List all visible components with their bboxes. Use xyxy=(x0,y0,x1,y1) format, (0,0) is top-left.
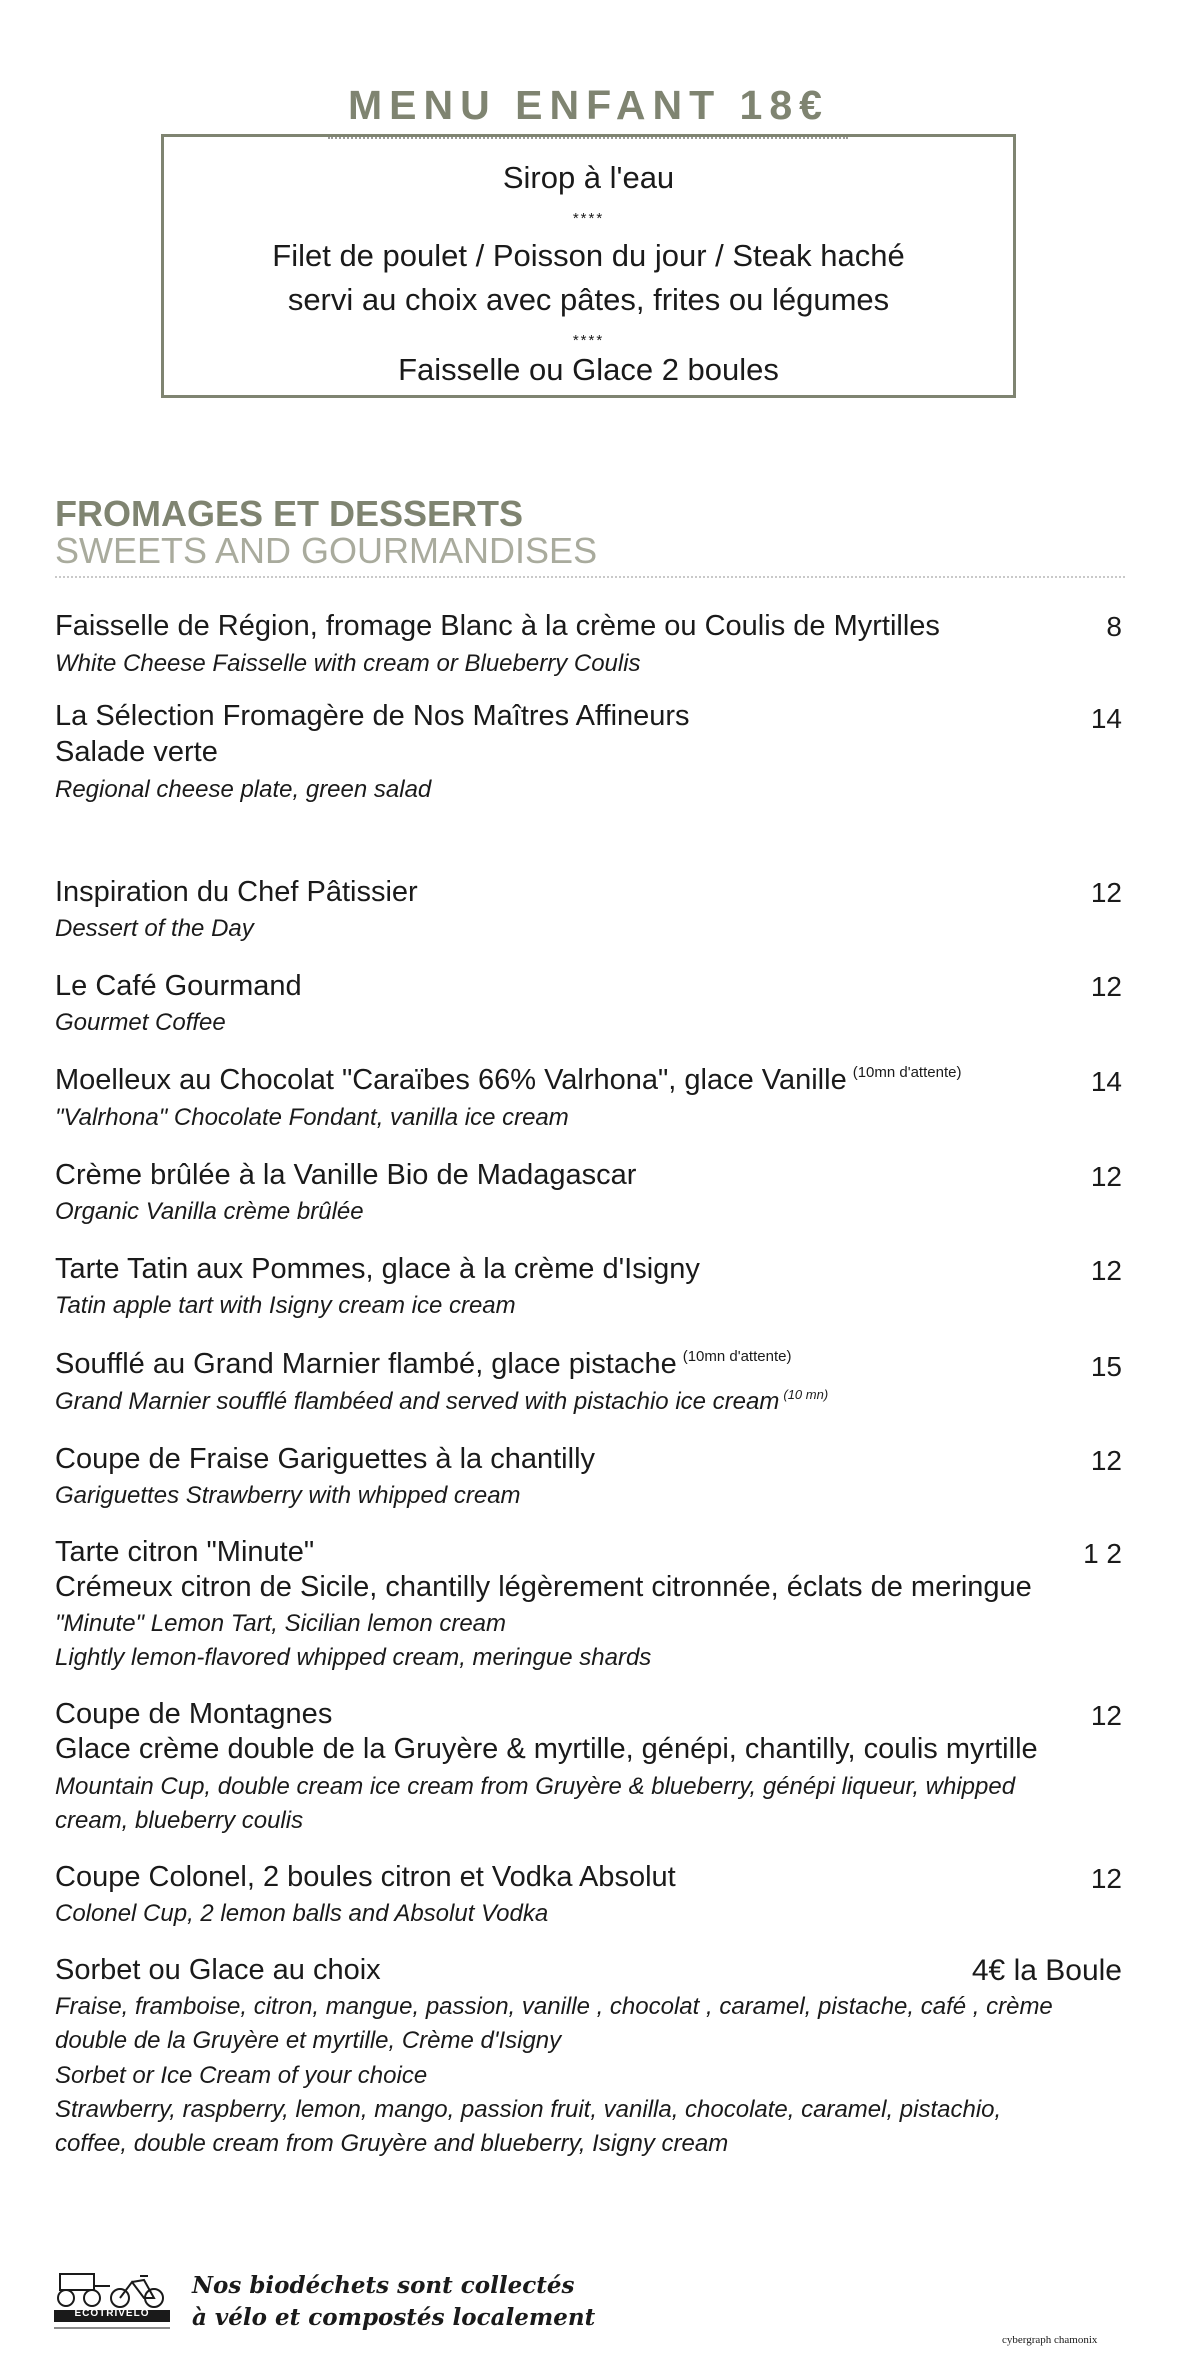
menu-item-price: 8 xyxy=(1106,611,1122,642)
menu-item-description: "Valrhona" Chocolate Fondant, vanilla ice cream xyxy=(55,1104,569,1131)
menu-item-name: Soufflé au Grand Marnier flambé, glace pistache $^{(10mn d'attente)}$ xyxy=(55,1348,792,1380)
bicycle-cart-icon xyxy=(52,2268,172,2334)
kids-menu-separator: **** xyxy=(572,332,605,349)
menu-item-note: (10mn d'attente) xyxy=(682,1348,792,1365)
menu-item-description: Gariguettes Strawberry with whipped cream xyxy=(55,1482,521,1509)
menu-item-description: "Minute" Lemon Tart, Sicilian lemon cream xyxy=(55,1610,507,1637)
menu-item-name: La Sélection Fromagère de Nos Maîtres Affineurs xyxy=(55,700,690,732)
menu-item-name-line2: Crémeux citron de Sicile, chantilly légèrement citronnée, éclats de meringue xyxy=(55,1571,1032,1603)
kids-menu-drink: Sirop à l'eau xyxy=(502,160,675,195)
menu-item-description: Mountain Cup, double cream ice cream from Gruyère & blueberry, génépi liqueur, whipped xyxy=(55,1773,1016,1800)
menu-item-description: Colonel Cup, 2 lemon balls and Absolut Vodka xyxy=(55,1900,549,1927)
menu-item-price: 12 xyxy=(1090,1700,1122,1731)
footer-eco-line2: à vélo et compostés localement xyxy=(192,2304,596,2331)
menu-item-name: Coupe de Fraise Gariguettes à la chantilly xyxy=(55,1443,596,1475)
menu-item-description: double de la Gruyère et myrtille, Crème d'Isigny xyxy=(55,2027,562,2054)
kids-menu-dessert: Faisselle ou Glace 2 boules xyxy=(398,352,779,387)
menu-item-price: 15 xyxy=(1090,1351,1122,1382)
menu-item-description: Organic Vanilla crème brûlée xyxy=(55,1198,364,1225)
menu-item-name: Faisselle de Région, fromage Blanc à la crème ou Coulis de Myrtilles xyxy=(55,610,940,642)
menu-item-name: Coupe Colonel, 2 boules citron et Vodka Absolut xyxy=(55,1861,676,1893)
menu-item-name: Crème brûlée à la Vanille Bio de Madagascar xyxy=(55,1159,637,1191)
menu-item-name: Tarte Tatin aux Pommes, glace à la crème d'Isigny xyxy=(55,1253,700,1285)
menu-item-description: coffee, double cream from Gruyère and blueberry, Isigny cream xyxy=(55,2130,729,2157)
menu-item-price: 1 2 xyxy=(1083,1538,1122,1569)
menu-item-description: Tatin apple tart with Isigny cream ice cream xyxy=(55,1292,516,1319)
menu-item-name: Le Café Gourmand xyxy=(55,970,302,1002)
menu-item-name: Inspiration du Chef Pâtissier xyxy=(55,876,418,908)
menu-item-name-line2: Glace crème double de la Gruyère & myrtille, génépi, chantilly, coulis myrtille xyxy=(55,1733,1038,1765)
footer-eco-line1: Nos biodéchets sont collectés xyxy=(192,2272,575,2299)
menu-item-description: Gourmet Coffee xyxy=(55,1009,226,1036)
menu-item-description: Strawberry, raspberry, lemon, mango, passion fruit, vanilla, chocolate, caramel, pistachio, xyxy=(55,2096,1002,2123)
menu-item-price: 12 xyxy=(1090,1863,1122,1894)
menu-item-description: Fraise, framboise, citron, mangue, passion, vanille , chocolat , caramel, pistache, café , crème xyxy=(55,1993,1053,2020)
section-divider xyxy=(55,576,1125,578)
kids-menu-title: MENU ENFANT 18€ xyxy=(0,82,1177,129)
kids-menu-main: Filet de poulet / Poisson du jour / Steak haché xyxy=(272,238,905,273)
menu-item-price: 12 xyxy=(1090,971,1122,1002)
section-title: FROMAGES ET DESSERTS xyxy=(55,493,524,534)
menu-item-price: 14 xyxy=(1090,1066,1122,1097)
menu-item-name: Coupe de Montagnes xyxy=(55,1698,333,1730)
menu-item-description: Lightly lemon-flavored whipped cream, meringue shards xyxy=(55,1644,652,1671)
menu-item-note: (10 mn) xyxy=(783,1387,829,1402)
menu-item-price: 4€ la Boule xyxy=(971,1954,1122,1987)
footer-credit: cybergraph chamonix xyxy=(1002,2334,1098,2346)
ecotrivelo-logo xyxy=(52,2268,172,2334)
menu-item-description: White Cheese Faisselle with cream or Blueberry Coulis xyxy=(55,650,641,677)
menu-item-price: 12 xyxy=(1090,1161,1122,1192)
menu-item-name: Tarte citron "Minute" xyxy=(55,1536,315,1568)
kids-menu-title-underline xyxy=(328,137,848,139)
kids-menu-sides: servi au choix avec pâtes, frites ou légumes xyxy=(287,282,890,317)
section-subtitle: SWEETS AND GOURMANDISES xyxy=(55,530,598,571)
menu-item-price: 14 xyxy=(1090,703,1122,734)
menu-item-price: 12 xyxy=(1090,877,1122,908)
menu-item-description: cream, blueberry coulis xyxy=(55,1807,304,1834)
menu-item-description: Sorbet or Ice Cream of your choice xyxy=(55,2062,428,2089)
menu-item-description: Grand Marnier soufflé flambéed and served with pistachio ice cream $^{(10 mn)}$ xyxy=(55,1387,829,1415)
kids-menu-separator: **** xyxy=(572,210,605,227)
menu-item-name: Moelleux au Chocolat "Caraïbes 66% Valrhona", glace Vanille $^{(10mn d'attente)}$ xyxy=(55,1064,962,1096)
menu-item-name: Sorbet ou Glace au choix xyxy=(55,1954,381,1986)
menu-item-price: 12 xyxy=(1090,1445,1122,1476)
menu-item-name-line2: Salade verte xyxy=(55,736,218,768)
menu-item-note: (10mn d'attente) xyxy=(852,1064,962,1081)
menu-item-description: Dessert of the Day xyxy=(55,915,254,942)
ecotrivelo-logo-text: ECOTRIVELO xyxy=(74,2308,150,2319)
menu-item-price: 12 xyxy=(1090,1255,1122,1286)
menu-item-description: Regional cheese plate, green salad xyxy=(55,776,432,803)
